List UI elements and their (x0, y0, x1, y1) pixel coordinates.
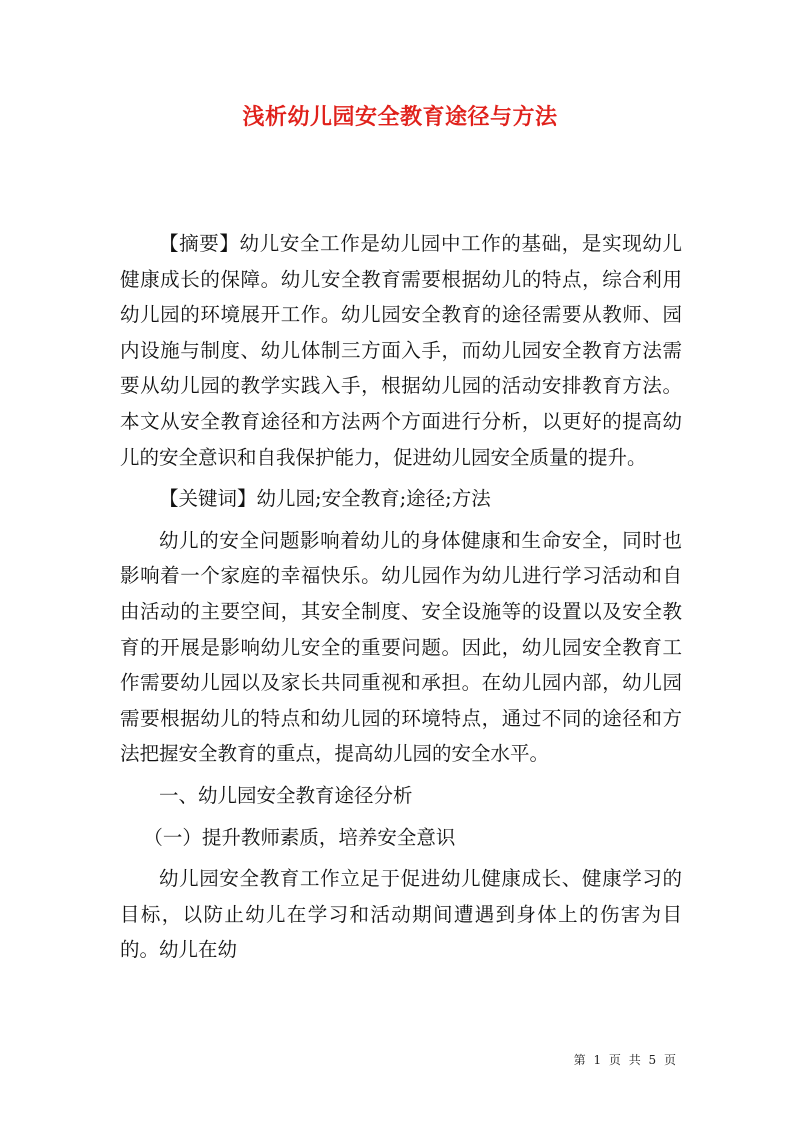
intro-paragraph: 幼儿的安全问题影响着幼儿的身体健康和生命安全，同时也影响着一个家庭的幸福快乐。幼儿园作为幼儿进行学习活动和自由活动的主要空间，其安全制度、安全设施等的设置以及安全教育的开展是影响幼儿安全的重要问题。因此，幼儿园安全教育工作需要幼儿园以及家长共同重视和承担。在幼儿园内部，幼儿园需要根据幼儿的特点和幼儿园的环境特点，通过不同的途径和方法把握安全教育的重点，提高幼儿园的安全水平。 (120, 528, 682, 766)
page-number: 第 1 页 共 5 页 (573, 1053, 678, 1067)
abstract-paragraph: 【摘要】幼儿安全工作是幼儿园中工作的基础，是实现幼儿健康成长的保障。幼儿安全教育需要根据幼儿的特点，综合利用幼儿园的环境展开工作。幼儿园安全教育的途径需要从教师、园内设施与制度、幼儿体制三方面入手，而幼儿园安全教育方法需要从幼儿园的教学实践入手，根据幼儿园的活动安排教育方法。本文从安全教育途径和方法两个方面进行分析，以更好的提高幼儿的安全意识和自我保护能力，促进幼儿园安全质量的提升。 (120, 232, 682, 469)
document-title: 浅析幼儿园安全教育途径与方法 (242, 104, 558, 130)
keywords-paragraph: 【关键词】幼儿园;安全教育;途径;方法 (159, 487, 491, 511)
subsection-heading: （一）提升教师素质，培养安全意识 (143, 825, 456, 849)
document-body (120, 226, 682, 974)
subsection-paragraph: 幼儿园安全教育工作立足于促进幼儿健康成长、健康学习的目标，以防止幼儿在学习和活动期间遭遇到身体上的伤害为目的。幼儿在幼 (120, 867, 682, 962)
section-heading: 一、幼儿园安全教育途径分析 (159, 783, 413, 807)
